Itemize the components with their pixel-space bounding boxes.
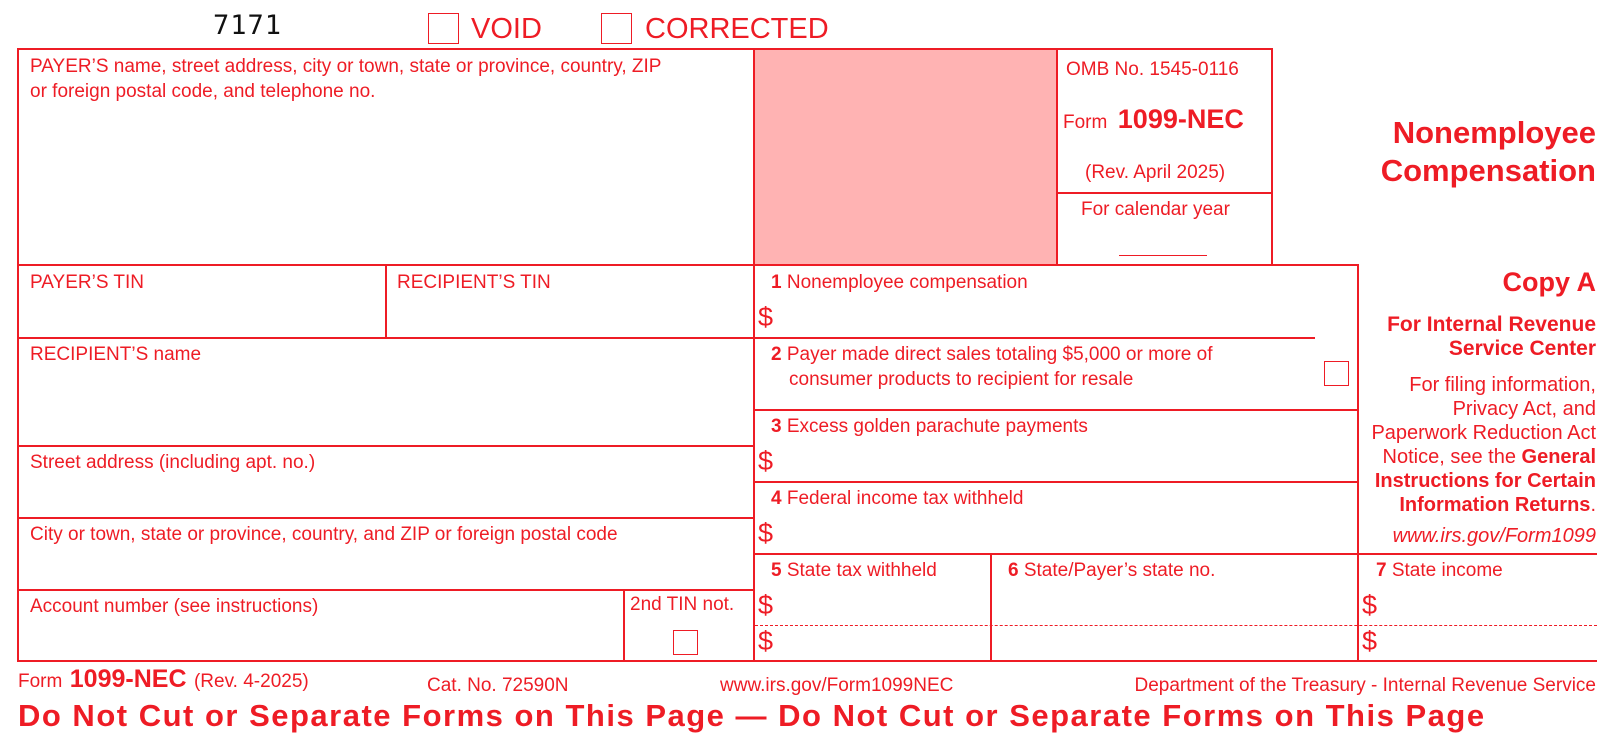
payer-tin-field[interactable] (30, 300, 375, 332)
copy-info: For filing information, Privacy Act, and Paperwork Reduction Act Notice, see the General Instructions for Certain Information Returns. (1371, 374, 1596, 516)
payer-name-field[interactable] (30, 112, 748, 260)
box7-field-1[interactable] (1384, 588, 1594, 622)
box4-dollar: $ (758, 518, 774, 548)
box2-checkbox[interactable] (1324, 361, 1349, 386)
account-number-field[interactable] (30, 624, 615, 656)
recipient-tin-label: RECIPIENT’S TIN (397, 272, 551, 293)
street-address-field[interactable] (30, 480, 748, 512)
footer-url: www.irs.gov/Form1099NEC (720, 675, 954, 696)
title-line-2: Compensation (1380, 153, 1596, 188)
corrected-label: CORRECTED (645, 13, 829, 45)
box4-field[interactable] (780, 516, 1350, 550)
box7-field-2[interactable] (1384, 628, 1594, 658)
copy-for: For Internal Revenue Service Center (1387, 313, 1596, 360)
form-word: Form (1063, 112, 1108, 133)
footer-cat-no: Cat. No. 72590N (427, 675, 569, 696)
city-label: City or town, state or province, country, and ZIP or foreign postal code (30, 524, 618, 545)
recipient-tin-field[interactable] (397, 300, 747, 332)
box5-dollar-1: $ (758, 590, 774, 620)
recipient-name-label: RECIPIENT’S name (30, 344, 202, 365)
box6-label: 6 State/Payer’s state no. (1008, 560, 1216, 581)
box3-dollar: $ (758, 446, 774, 476)
box4-label: 4 Federal income tax withheld (771, 488, 1024, 509)
footer-dept: Department of the Treasury - Internal Revenue Service (1134, 675, 1596, 696)
box1-field[interactable] (780, 300, 1350, 334)
box5-field-2[interactable] (780, 628, 985, 658)
box2-label-1: 2 Payer made direct sales totaling $5,000 or more of (771, 344, 1213, 365)
box5-field-1[interactable] (780, 588, 985, 622)
calendar-year-label: For calendar year (1081, 199, 1230, 220)
form-code: 7171 (213, 10, 283, 41)
calendar-year-field[interactable] (1119, 232, 1207, 256)
void-checkbox[interactable] (428, 13, 459, 44)
payer-name-label-2: or foreign postal code, and telephone no. (30, 81, 376, 102)
footer-form-id: Form 1099-NEC (Rev. 4-2025) (18, 665, 309, 693)
form-revision: (Rev. April 2025) (1085, 162, 1226, 183)
box3-label: 3 Excess golden parachute payments (771, 416, 1088, 437)
box6-field-2[interactable] (1000, 628, 1350, 658)
second-tin-checkbox[interactable] (673, 630, 698, 655)
box7-dollar-2: $ (1362, 626, 1378, 656)
copy-url: www.irs.gov/Form1099 (1392, 525, 1596, 547)
form-id (1063, 104, 1244, 135)
box1-label: 1 Nonemployee compensation (771, 272, 1028, 293)
form-name: 1099-NEC (1117, 104, 1244, 134)
box7-dollar-1: $ (1362, 590, 1378, 620)
recipient-name-field[interactable] (30, 372, 748, 440)
payer-tin-label: PAYER’S TIN (30, 272, 145, 293)
box2-label-2: consumer products to recipient for resale (789, 369, 1134, 390)
payer-name-label-1: PAYER’S name, street address, city or town, state or province, country, ZIP (30, 56, 662, 77)
omb-number: OMB No. 1545-0116 (1066, 59, 1239, 80)
box5-dollar-2: $ (758, 626, 774, 656)
box7-label: 7 State income (1376, 560, 1503, 581)
box3-field[interactable] (780, 444, 1350, 478)
do-not-cut-warning: Do Not Cut or Separate Forms on This Page — Do Not Cut or Separate Forms on This Page (18, 698, 1486, 733)
form-title (1290, 114, 1596, 190)
account-number-label: Account number (see instructions) (30, 596, 319, 617)
box1-dollar: $ (758, 302, 774, 332)
copy-label: Copy A (1502, 267, 1596, 297)
void-label: VOID (471, 13, 542, 45)
corrected-checkbox[interactable] (601, 13, 632, 44)
second-tin-label: 2nd TIN not. (630, 594, 735, 615)
title-line-1: Nonemployee (1392, 115, 1596, 150)
street-address-label: Street address (including apt. no.) (30, 452, 316, 473)
shaded-area (754, 50, 1056, 264)
box6-field-1[interactable] (1000, 588, 1350, 622)
city-field[interactable] (30, 552, 748, 584)
box5-label: 5 State tax withheld (771, 560, 937, 581)
